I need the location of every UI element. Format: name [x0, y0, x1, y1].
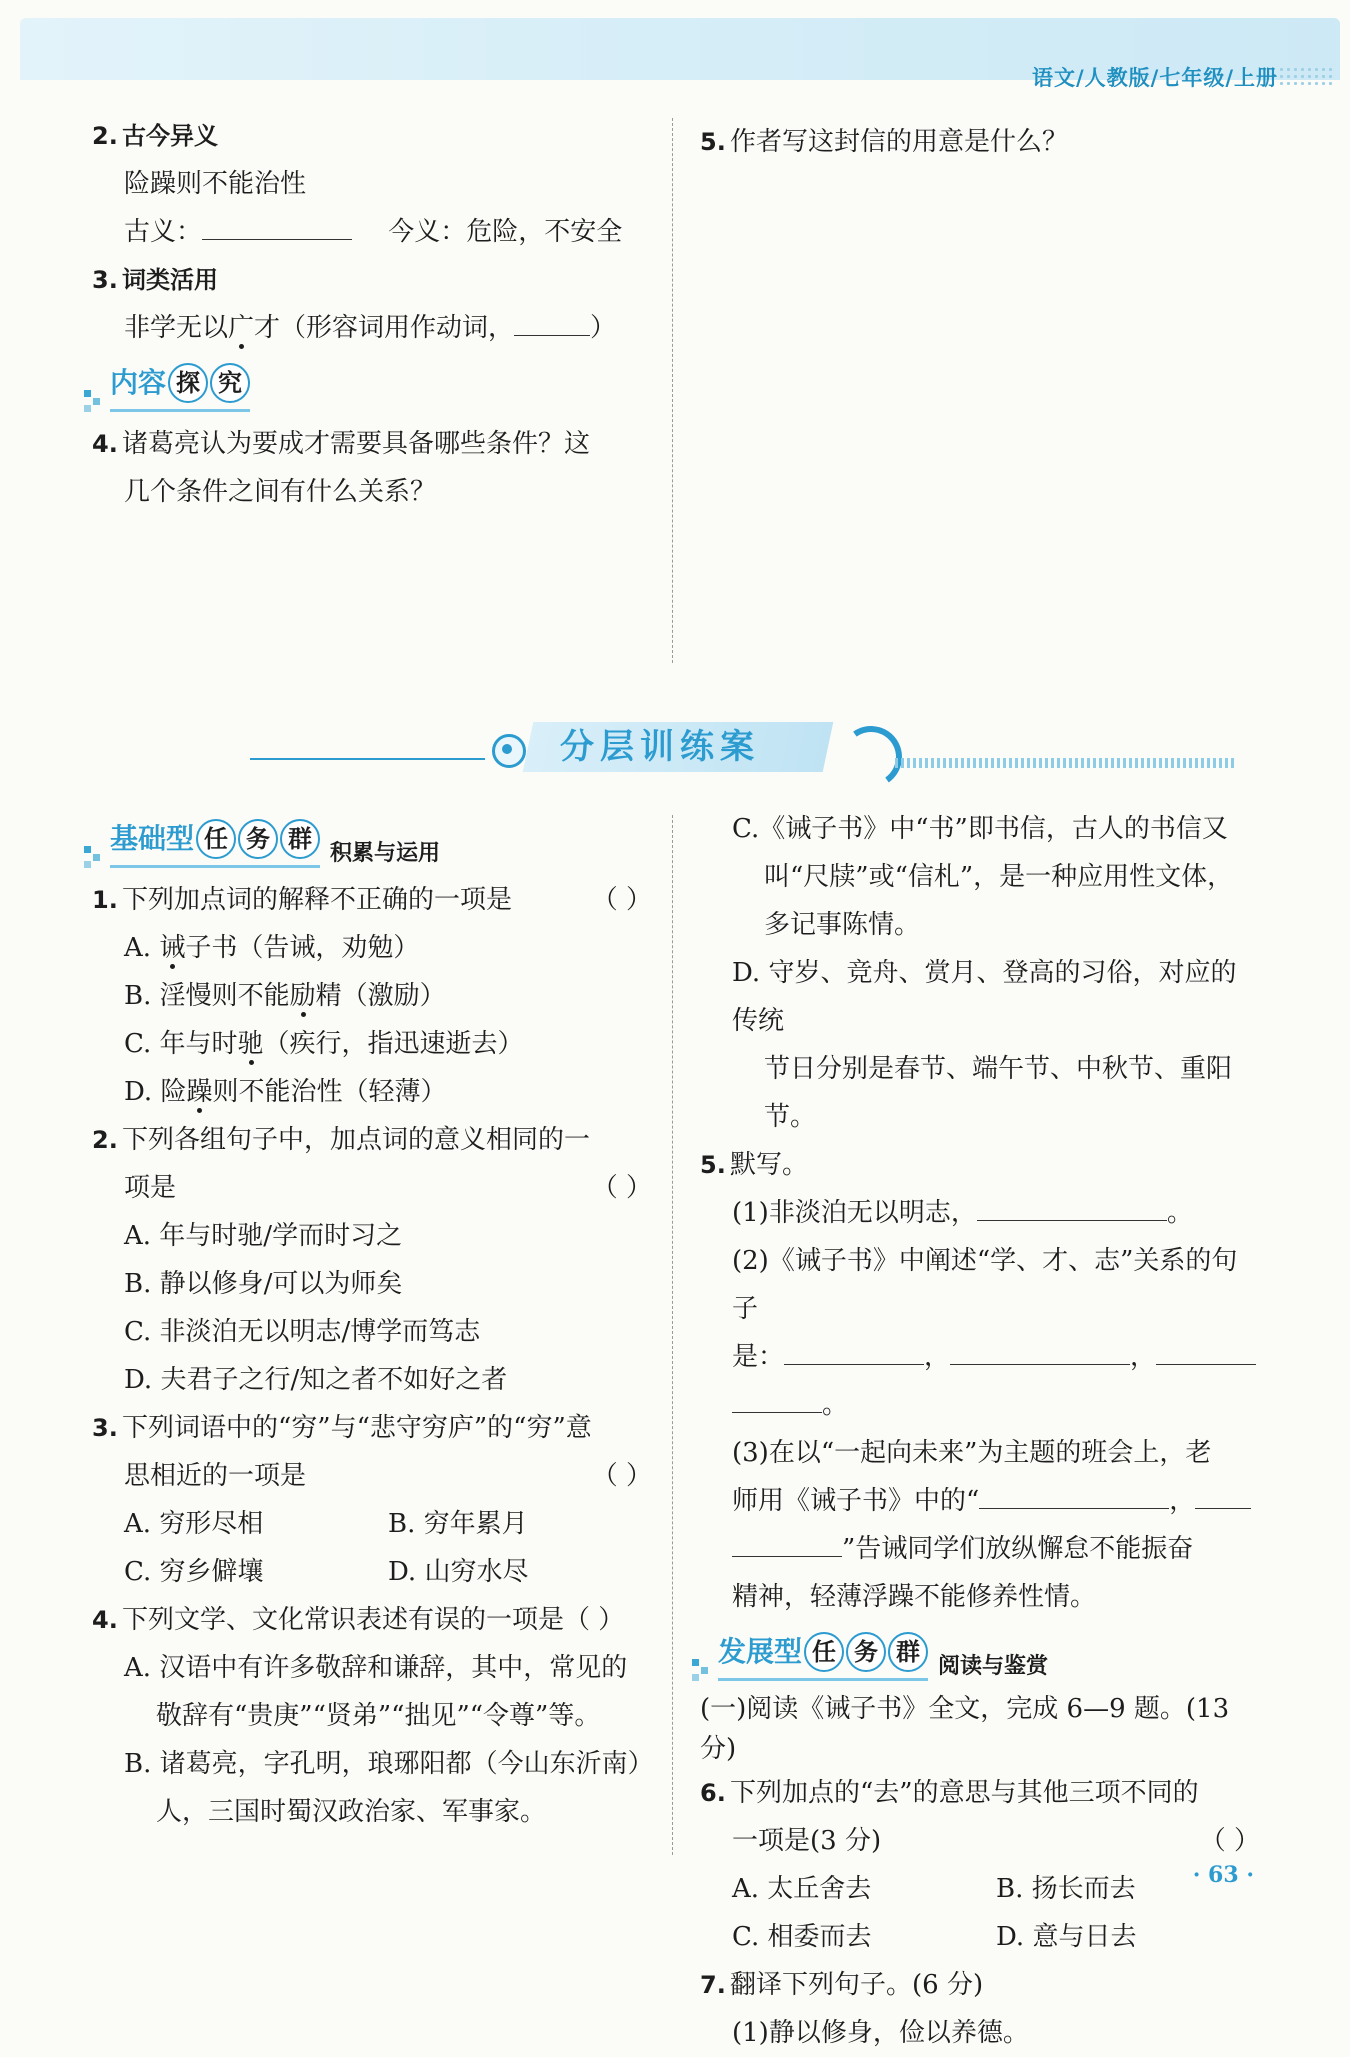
q4-option-c: C.《诫子书》中“书”即书信，古人的书信又 [732, 814, 1228, 844]
magnifier-icon [492, 734, 526, 768]
answer-blank[interactable] [979, 1478, 1169, 1509]
q3-options-ab: A. 穷形尽相 B. 穷年累月 [124, 1509, 528, 1539]
squares-icon [84, 832, 104, 868]
section-badge-basic-tasks: 基础型 任 务 群 积累与运用 [84, 814, 652, 868]
q1-option-b: B. 淫慢则不能励精（激励） [124, 981, 446, 1011]
answer-blank[interactable] [514, 305, 590, 336]
banner-dotted-line [895, 758, 1235, 768]
question-3-heading: 3. 词类活用 [92, 266, 218, 294]
q5-part-1: (1)非淡泊无以明志， 。 [700, 1189, 1260, 1237]
question-4: 4. 诸葛亮认为要成才需要具备哪些条件？这 [92, 429, 591, 459]
right-top-column [700, 118, 1260, 166]
reading-instruction: (一)阅读《诫子书》全文，完成 6—9 题。(13 分) [700, 1694, 1230, 1764]
answer-blank[interactable] [732, 1526, 842, 1557]
question-5: 5. 作者写这封信的用意是什么？ [700, 127, 1069, 157]
q2-option-c: C. 非淡泊无以明志/博学而笃志 [124, 1317, 481, 1347]
column-divider-bottom [672, 815, 673, 1855]
book-tag: 语文/人教版/七年级/上册 [1031, 66, 1278, 90]
section-badge-content-inquiry: 内容 探 究 [84, 358, 652, 412]
answer-parentheses[interactable]: （ ） [591, 885, 652, 915]
right-bottom-column: C.《诫子书》中“书”即书信，古人的书信又 叫“尺牍”或“信札”，是一种应用性文体， 多记事陈情。 D. 守岁、竞舟、赏月、登高的习俗，对应的传统 节日分别是春节、端午节、中秋节、重阳节。 5. 默写。 (1)非淡泊无以明志， 。 (2)《诫子书》中阐述“学、才、志”关系的句子 是： ， ， 。 (3)在以“一起向未来”为主题的班会上，老 师用《诫子书》中的“ ， ”告诫同学们放纵懈怠不能振奋 精神，轻薄浮躁不能修养性情。 发展型 任 务 群 阅读与鉴赏 (一)阅读《诫子书》全文，完成 6—9 题。(13 分) 6. 下列加点的“去”的意思与其他三项不同的 一项是(3 分) （ ） A. 太丘舍去 B. 扬长而去 C. 相委而去 D. 意与日去 7. 翻译下列句子。(6 分) (1)静以修身，俭以养德。 [700, 805, 1260, 2057]
arc-decoration-icon [835, 721, 907, 793]
q4-option-b: B. 诸葛亮，字孔明，琅琊阳都（今山东沂南） [124, 1749, 654, 1779]
page-number: · 63 · [1192, 1862, 1254, 1888]
answer-blank[interactable] [1156, 1334, 1256, 1365]
question-6: 6. 下列加点的“去”的意思与其他三项不同的 [700, 1778, 1199, 1808]
squares-icon [692, 1645, 712, 1681]
question-2: 2. 下列各组句子中，加点词的意义相同的一 [92, 1125, 591, 1155]
q7-part-1: (1)静以修身，俭以养德。 [732, 2018, 1029, 2048]
q2-option-b: B. 静以修身/可以为师矣 [124, 1269, 403, 1299]
answer-blank[interactable] [202, 209, 352, 240]
q1-option-c: C. 年与时驰（疾行，指迅速逝去） [124, 1029, 524, 1059]
answer-blank[interactable] [732, 1382, 822, 1413]
answer-blank[interactable] [1195, 1478, 1251, 1509]
q4-option-a: A. 汉语中有许多敬辞和谦辞，其中，常见的 [124, 1653, 628, 1683]
header-dots-decoration [1278, 66, 1334, 88]
question-3: 3. 下列词语中的“穷”与“悲守穷庐”的“穷”意 [92, 1413, 592, 1443]
answer-parentheses[interactable]: （ ） [591, 1173, 652, 1203]
question-5-dictation: 5. 默写。 [700, 1150, 809, 1180]
answer-parentheses[interactable]: （ ） [591, 1461, 652, 1491]
question-7: 7. 翻译下列句子。(6 分) [700, 1970, 984, 2000]
q6-options-cd: C. 相委而去 D. 意与日去 [732, 1922, 1137, 1952]
q1-option-a: A. 诫子书（告诫，劝勉） [124, 933, 420, 963]
q3-sentence: 非学无以广才（形容词用作动词， ） [92, 304, 652, 352]
section-badge-development-tasks: 发展型 任 务 群 阅读与鉴赏 [692, 1627, 1260, 1681]
answer-blank[interactable] [977, 1190, 1167, 1221]
left-bottom-column: 基础型 任 务 群 积累与运用 1. 下列加点词的解释不正确的一项是 （ ） A. 诫子书（告诫，劝勉） B. 淫慢则不能励精（激励） C. 年与时驰（疾行，指迅速逝去） D. 险躁则不能治性（轻薄） 2. 下列各组句子中，加点词的意义相同的一 项是 （ ） A. 年与时驰/学而时习之 B. 静以修身/可以为师矣 C. 非淡泊无以明志/博学而笃志 D. 夫君子之行/知之者不如好之者 3. 下列词语中的“穷”与“悲守穷庐”的“穷”意 思相近的一项是 （ ） A. 穷形尽相 B. 穷年累月 C. 穷乡僻壤 D. 山穷水尽 4. 下列文学、文化常识表述有误的一项是（ ） A. 汉语中有许多敬辞和谦辞，其中，常见的 敬辞有“贵庚”“贤弟”“拙见”“令尊”等。 B. 诸葛亮，字孔明，琅琊阳都（今山东沂南） 人，三国时蜀汉政治家、军事家。 [92, 880, 652, 1836]
answer-parentheses[interactable]: （ ） [1199, 1826, 1260, 1856]
squares-icon [84, 376, 104, 412]
q5-part-2: (2)《诫子书》中阐述“学、才、志”关系的句子 [732, 1246, 1238, 1324]
question-2-heading: 2. 古今异义 [92, 122, 218, 150]
q2-option-a: A. 年与时驰/学而时习之 [124, 1221, 403, 1251]
q2-sentence: 险躁则不能治性 [124, 169, 307, 199]
answer-blank[interactable] [950, 1334, 1130, 1365]
q1-option-d: D. 险躁则不能治性（轻薄） [124, 1077, 447, 1107]
q4-option-d: D. 守岁、竞舟、赏月、登高的习俗，对应的传统 [732, 958, 1237, 1036]
section-banner-title: 分层训练案 [560, 727, 760, 767]
q6-options-ab: A. 太丘舍去 B. 扬长而去 [732, 1874, 1136, 1904]
q2-meanings: 古义： 今义：危险，不安全 [92, 208, 652, 256]
question-4-culture: 4. 下列文学、文化常识表述有误的一项是（ ） [92, 1605, 625, 1635]
question-1: 1. 下列加点词的解释不正确的一项是 （ ） [92, 876, 652, 924]
answer-blank[interactable] [784, 1334, 924, 1365]
banner-line-left [250, 758, 485, 760]
q5-part-3: (3)在以“一起向未来”为主题的班会上，老 [732, 1438, 1212, 1468]
q2-option-d: D. 夫君子之行/知之者不如好之者 [124, 1365, 508, 1395]
left-top-column: 2. 古今异义 险躁则不能治性 古义： 今义：危险，不安全 3. 词类活用 非学无以广才（形容词用作动词， ） 内容 探 究 4. 诸葛亮认为要成才需要具备哪些条件？这 几个条件之间有什么关系？ [92, 112, 652, 516]
q3-options-cd: C. 穷乡僻壤 D. 山穷水尽 [124, 1557, 529, 1587]
column-divider-top [672, 118, 673, 663]
